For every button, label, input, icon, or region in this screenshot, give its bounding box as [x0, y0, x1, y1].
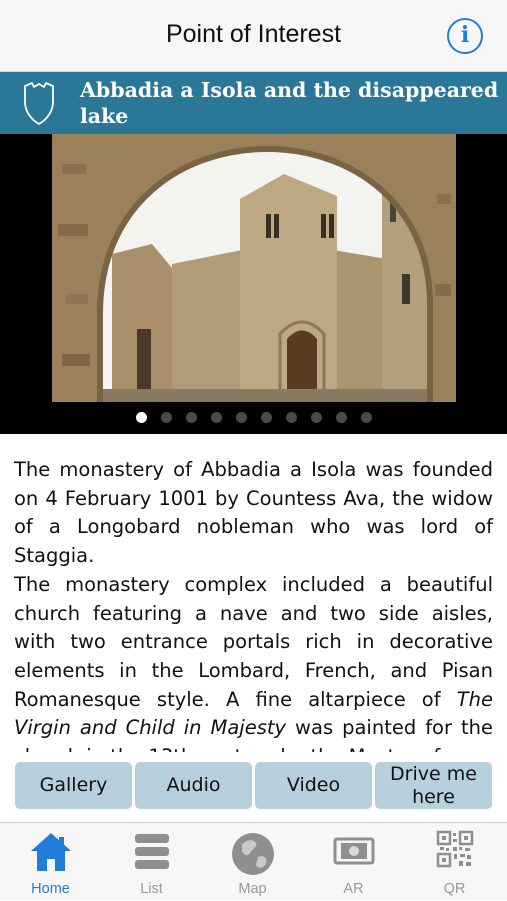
page-dot[interactable] [261, 412, 272, 423]
qr-code-icon [437, 831, 473, 867]
page-dot[interactable] [136, 412, 147, 423]
navigation-bar [0, 0, 507, 72]
tab-home[interactable] [0, 823, 101, 901]
info-icon[interactable]: i [447, 18, 483, 54]
tab-list[interactable] [101, 823, 202, 901]
artwork-title: The Virgin and Child in Majesty [14, 687, 493, 740]
audio-button[interactable]: Audio [135, 762, 252, 809]
tab-label: QR [443, 881, 466, 897]
description-text: was painted for the [295, 716, 493, 740]
ar-camera-icon [333, 831, 375, 871]
poi-title: Abbadia a Isola and the disappeared lake [80, 78, 499, 128]
poi-description [0, 434, 507, 752]
page-dot[interactable] [361, 412, 372, 423]
description-text: The monastery complex included a beautiful church featuring a nave and two side aisles, with two entrance portals rich in decorative elements in the Lombard, French, and Pisan Romanesque style. A fine altarpiece of [14, 572, 493, 711]
tab-label: Home [31, 881, 70, 897]
tab-qr[interactable] [404, 823, 505, 901]
page-dot[interactable] [236, 412, 247, 423]
drive-button-label: Drive me [390, 762, 477, 785]
page-dot[interactable] [286, 412, 297, 423]
tab-ar[interactable] [303, 823, 404, 901]
tab-label: AR [343, 881, 364, 897]
tab-label: Map [238, 881, 267, 897]
drive-button-label: here [412, 785, 455, 808]
gallery-button[interactable]: Gallery [15, 762, 132, 809]
shield-icon [22, 80, 56, 126]
home-icon [29, 831, 73, 873]
tab-bar [0, 822, 507, 900]
page-dot[interactable] [186, 412, 197, 423]
action-buttons [0, 752, 507, 822]
tab-map[interactable] [202, 823, 303, 901]
tab-label: List [140, 881, 163, 897]
drive-me-here-button[interactable] [375, 762, 492, 809]
page-title: Point of Interest [165, 20, 342, 48]
list-icon [132, 831, 172, 871]
video-button[interactable]: Video [255, 762, 372, 809]
page-dot[interactable] [211, 412, 222, 423]
description-paragraph: The monastery of Abbadia a Isola was founded on 4 February 1001 by Countess Ava, the widow of a Longobard nobleman who was lord of Staggia. [14, 458, 493, 568]
page-indicator[interactable] [0, 412, 507, 423]
description-paragraph [14, 571, 493, 772]
page-dot[interactable] [161, 412, 172, 423]
poi-title-banner [0, 72, 507, 134]
globe-icon [230, 831, 276, 877]
page-dot[interactable] [311, 412, 322, 423]
photo-gallery[interactable] [0, 134, 507, 434]
page-dot[interactable] [336, 412, 347, 423]
gallery-photo[interactable] [52, 134, 456, 402]
